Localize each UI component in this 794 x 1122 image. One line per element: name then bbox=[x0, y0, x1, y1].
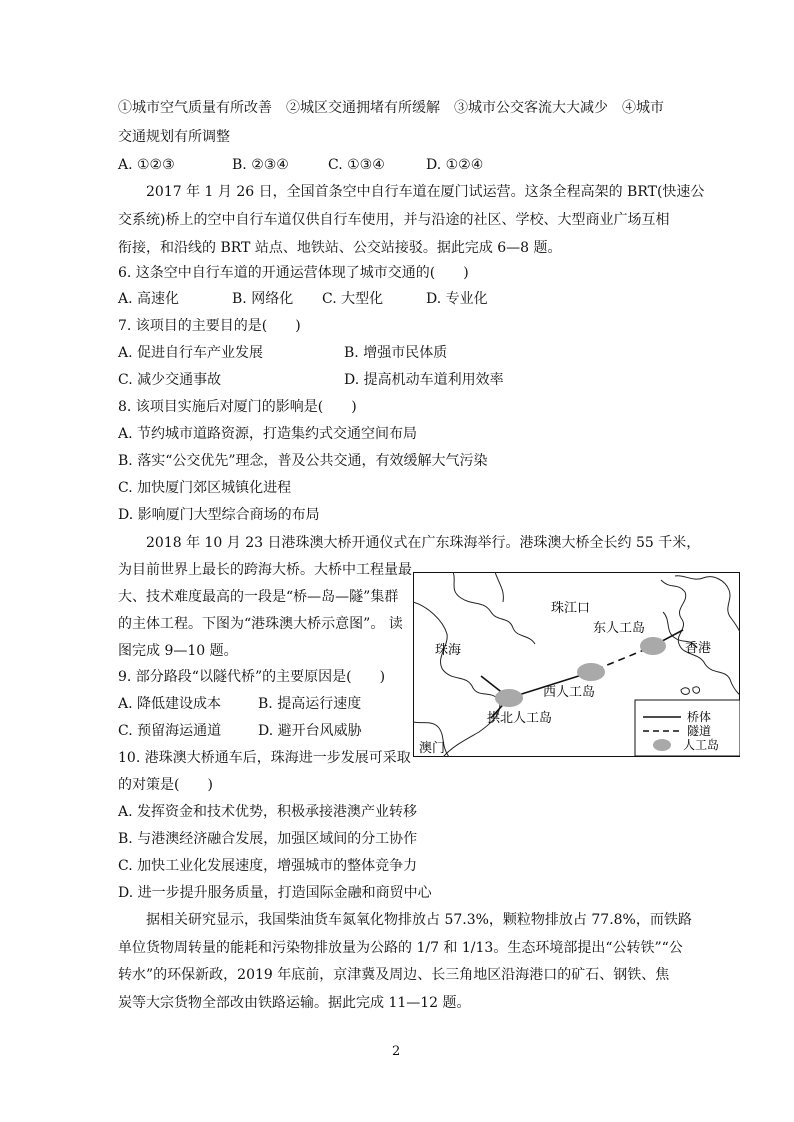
legend-bridge-label: 桥体 bbox=[687, 710, 712, 724]
q10-option-b: B. 与港澳经济融合发展，加强区域间的分工协作 bbox=[118, 831, 418, 847]
passage2-line: 图完成 9—10 题。 bbox=[118, 643, 238, 659]
q8-option-a: A. 节约城市道路资源，打造集约式交通空间布局 bbox=[118, 426, 418, 442]
option-c: C. ①③④ bbox=[328, 157, 385, 173]
west-island-marker bbox=[577, 663, 605, 681]
label-east-island: 东人工岛 bbox=[593, 620, 646, 635]
legend-island-label: 人工岛 bbox=[683, 738, 720, 752]
legend-island-symbol bbox=[653, 739, 671, 751]
question-7-stem: 7. 该项目的主要目的是( ) bbox=[118, 318, 301, 334]
question-10-stem: 10. 港珠澳大桥通车后，珠海进一步发展可采取 bbox=[118, 750, 411, 766]
page-number: 2 bbox=[392, 1044, 401, 1059]
question-9-stem: 9. 部分路段“以隧代桥”的主要原因是( ) bbox=[118, 669, 386, 685]
hzmb-map bbox=[413, 572, 740, 757]
q10-option-c: C. 加快工业化发展速度，增强城市的整体竞争力 bbox=[118, 858, 418, 874]
option-a: A. ①②③ bbox=[118, 157, 175, 173]
east-island-marker bbox=[640, 637, 666, 655]
passage2-line: 的主体工程。下图为“港珠澳大桥示意图”。 读 bbox=[118, 616, 403, 632]
q6-option-b: B. 网络化 bbox=[232, 291, 294, 307]
passage2-line: 2018 年 10 月 23 日港珠澳大桥开通仪式在广东珠海举行。港珠澳大桥全长约 55 千米， bbox=[146, 535, 701, 551]
label-pearl-estuary: 珠江口 bbox=[551, 600, 591, 615]
q7-option-a: A. 促进自行车产业发展 bbox=[118, 345, 264, 361]
q7-option-b: B. 增强市民体质 bbox=[344, 345, 448, 361]
q9-option-a: A. 降低建设成本 bbox=[118, 696, 222, 712]
q9-option-c: C. 预留海运通道 bbox=[118, 723, 222, 739]
q8-option-d: D. 影响厦门大型综合商场的布局 bbox=[118, 507, 320, 523]
q9-option-d: D. 避开台风威胁 bbox=[258, 723, 362, 739]
question-10-stem-cont: 的对策是( ) bbox=[118, 777, 213, 793]
q6-option-a: A. 高速化 bbox=[118, 291, 180, 307]
q7-option-d: D. 提高机动车道利用效率 bbox=[344, 372, 504, 388]
q7-option-c: C. 减少交通事故 bbox=[118, 372, 222, 388]
question-8-stem: 8. 该项目实施后对厦门的影响是( ) bbox=[118, 399, 357, 415]
q8-option-b: B. 落实“公交优先”理念，普及公共交通，有效缓解大气污染 bbox=[118, 453, 488, 469]
label-west-island: 西人工岛 bbox=[543, 684, 596, 699]
q6-option-d: D. 专业化 bbox=[426, 291, 488, 307]
q10-option-a: A. 发挥资金和技术优势，积极承接港澳产业转移 bbox=[118, 804, 418, 820]
option-d: D. ①②④ bbox=[426, 157, 484, 173]
label-zhuhai: 珠海 bbox=[435, 642, 462, 657]
label-macau: 澳门 bbox=[419, 740, 446, 755]
q9-option-b: B. 提高运行速度 bbox=[258, 696, 362, 712]
choices-line-1: ①城市空气质量有所改善 ②城区交通拥堵有所缓解 ③城市公交客流大大减少 ④城市 bbox=[118, 100, 664, 116]
question-6-stem: 6. 这条空中自行车道的开通运营体现了城市交通的( ) bbox=[118, 265, 469, 281]
q6-option-c: C. 大型化 bbox=[322, 291, 384, 307]
passage3-line: 炭等大宗货物全部改由铁路运输。据此完成 11—12 题。 bbox=[118, 995, 471, 1011]
passage3-line: 转水”的环保新政，2019 年底前，京津冀及周边、长三角地区沿海港口的矿石、钢铁、焦 bbox=[118, 967, 670, 983]
label-hongkong: 香港 bbox=[685, 640, 712, 655]
label-gongbei-island: 拱北人工岛 bbox=[487, 710, 553, 725]
choices-line-2: 交通规划有所调整 bbox=[118, 129, 230, 145]
passage2-line: 大、技术难度最高的一段是“桥—岛—隧”集群 bbox=[118, 589, 399, 605]
option-b: B. ②③④ bbox=[232, 157, 289, 173]
passage3-line: 据相关研究显示，我国柴油货车氮氧化物排放占 57.3%，颗粒物排放占 77.8%，而铁路 bbox=[146, 912, 692, 928]
gongbei-island-marker bbox=[495, 689, 523, 707]
legend-tunnel-label: 隧道 bbox=[687, 724, 712, 738]
passage2-line: 为目前世界上最长的跨海大桥。大桥中工程量最 bbox=[118, 562, 412, 578]
q10-option-d: D. 进一步提升服务质量，打造国际金融和商贸中心 bbox=[118, 885, 432, 901]
passage3-line: 单位货物周转量的能耗和污染物排放量为公路的 1/7 和 1/13。生态环境部提出“公转铁”“公 bbox=[118, 940, 683, 956]
passage1-line: 交系统)桥上的空中自行车道仅供自行车使用，并与沿途的社区、学校、大型商业广场互相 bbox=[118, 212, 670, 228]
q8-option-c: C. 加快厦门郊区城镇化进程 bbox=[118, 480, 292, 496]
passage1-line: 衔接，和沿线的 BRT 站点、地铁站、公交站接驳。据此完成 6—8 题。 bbox=[118, 240, 562, 256]
passage1-line: 2017 年 1 月 26 日，全国首条空中自行车道在厦门试运营。这条全程高架的 BRT(快速公 bbox=[146, 184, 705, 200]
